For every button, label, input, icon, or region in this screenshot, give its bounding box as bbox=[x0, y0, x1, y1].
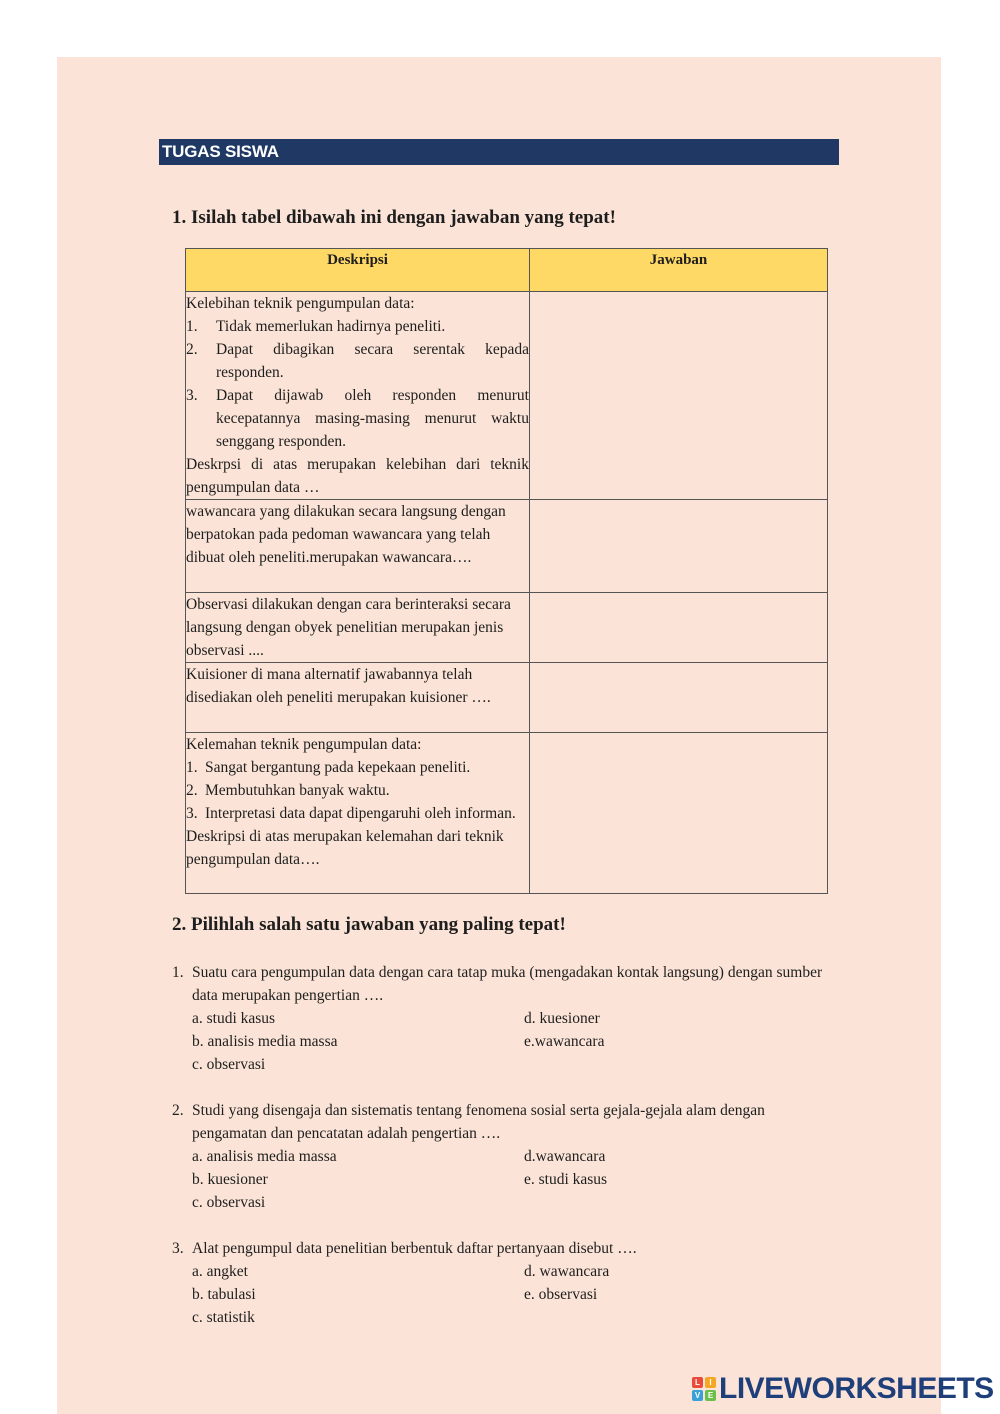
answer-input-cell[interactable] bbox=[530, 500, 828, 593]
description-cell bbox=[186, 292, 530, 500]
answer-table bbox=[185, 248, 828, 894]
section-banner: TUGAS SISWA bbox=[159, 139, 839, 165]
header-jawaban: Jawaban bbox=[530, 249, 828, 292]
option-b[interactable]: b. kuesioner bbox=[192, 1171, 268, 1188]
logo-mark-l: L bbox=[692, 1377, 703, 1388]
answer-input-cell[interactable] bbox=[530, 292, 828, 500]
option-c[interactable]: c. observasi bbox=[192, 1194, 266, 1211]
list-item bbox=[186, 315, 529, 338]
option-a[interactable]: a. studi kasus bbox=[192, 1010, 276, 1027]
table-row bbox=[186, 663, 828, 733]
option-e[interactable]: e. studi kasus bbox=[524, 1171, 608, 1188]
section2-heading: 2. Pilihlah salah satu jawaban yang paling tepat! bbox=[172, 914, 566, 935]
option-e[interactable]: e.wawancara bbox=[524, 1033, 605, 1050]
item-number: 1. bbox=[186, 759, 198, 776]
description-cell bbox=[186, 663, 530, 733]
item-text: Sangat bergantung pada kepekaan peneliti. bbox=[205, 759, 471, 776]
question-2 bbox=[172, 1099, 842, 1214]
section1-heading: 1. Isilah tabel dibawah ini dengan jawaban yang tepat! bbox=[172, 207, 616, 228]
option-a[interactable]: a. angket bbox=[192, 1263, 248, 1280]
option-d[interactable]: d. wawancara bbox=[524, 1263, 610, 1280]
option-d[interactable]: d. kuesioner bbox=[524, 1010, 600, 1027]
question-number: 2. bbox=[172, 1102, 184, 1119]
question-stem: Studi yang disengaja dan sistematis tentang fenomena sosial serta gejala-gejala alam dengan pengamatan dan pencatatan adalah pengertian …. bbox=[192, 1102, 765, 1142]
logo-mark-i: I bbox=[705, 1377, 716, 1388]
option-c[interactable]: c. statistik bbox=[192, 1309, 255, 1326]
list-item bbox=[186, 779, 529, 802]
table-row bbox=[186, 593, 828, 663]
item-text: Dapat dijawab oleh responden menurut kecepatannya masing-masing menurut waktu senggang responden. bbox=[216, 387, 529, 450]
item-number: 1. bbox=[186, 318, 198, 335]
item-text: Interpretasi data dapat dipengaruhi oleh informan. bbox=[205, 805, 516, 822]
item-number: 3. bbox=[186, 387, 198, 404]
item-number: 2. bbox=[186, 341, 198, 358]
logo-mark-icon bbox=[692, 1377, 716, 1401]
liveworksheets-logo bbox=[692, 1374, 994, 1404]
option-c[interactable]: c. observasi bbox=[192, 1056, 266, 1073]
table-row bbox=[186, 500, 828, 593]
list-item bbox=[186, 338, 529, 384]
row1-intro: Kelebihan teknik pengumpulan data: bbox=[186, 295, 415, 312]
question-1 bbox=[172, 961, 842, 1076]
row1-outro: Deskrpsi di atas merupakan kelebihan dari teknik pengumpulan data … bbox=[186, 456, 529, 496]
option-b[interactable]: b. tabulasi bbox=[192, 1286, 256, 1303]
option-b[interactable]: b. analisis media massa bbox=[192, 1033, 338, 1050]
logo-mark-v: V bbox=[692, 1390, 703, 1401]
answer-input-cell[interactable] bbox=[530, 663, 828, 733]
item-text: Dapat dibagikan secara serentak kepada responden. bbox=[216, 341, 529, 381]
question-stem: Alat pengumpul data penelitian berbentuk daftar pertanyaan disebut …. bbox=[192, 1240, 637, 1257]
table-row bbox=[186, 292, 828, 500]
description-cell bbox=[186, 593, 530, 663]
answer-input-cell[interactable] bbox=[530, 733, 828, 894]
option-a[interactable]: a. analisis media massa bbox=[192, 1148, 337, 1165]
option-e[interactable]: e. observasi bbox=[524, 1286, 598, 1303]
row2-text: wawancara yang dilakukan secara langsung dengan berpatokan pada pedoman wawancara yang telah dibuat oleh peneliti.merupakan wawancara…. bbox=[186, 503, 506, 566]
answer-input-cell[interactable] bbox=[530, 593, 828, 663]
logo-wordmark: LIVEWORKSHEETS bbox=[719, 1372, 994, 1405]
question-number: 1. bbox=[172, 964, 184, 981]
question-stem: Suatu cara pengumpulan data dengan cara tatap muka (mengadakan kontak langsung) dengan sumber data merupakan pengertian …. bbox=[192, 964, 823, 1004]
item-number: 3. bbox=[186, 805, 198, 822]
item-number: 2. bbox=[186, 782, 198, 799]
description-cell bbox=[186, 500, 530, 593]
table-row bbox=[186, 733, 828, 894]
question-number: 3. bbox=[172, 1240, 184, 1257]
row4-text: Kuisioner di mana alternatif jawabannya telah disediakan oleh peneliti merupakan kuisioner …. bbox=[186, 666, 491, 706]
list-item bbox=[186, 802, 529, 825]
description-cell bbox=[186, 733, 530, 894]
row5-outro: Deskripsi di atas merupakan kelemahan dari teknik pengumpulan data…. bbox=[186, 828, 504, 868]
option-d[interactable]: d.wawancara bbox=[524, 1148, 606, 1165]
question-3 bbox=[172, 1237, 842, 1329]
list-item bbox=[186, 756, 529, 779]
item-text: Membutuhkan banyak waktu. bbox=[205, 782, 390, 799]
row3-text: Observasi dilakukan dengan cara berinteraksi secara langsung dengan obyek penelitian merupakan jenis observasi .... bbox=[186, 596, 511, 659]
table-header-row bbox=[186, 249, 828, 292]
header-deskripsi: Deskripsi bbox=[186, 249, 530, 292]
item-text: Tidak memerlukan hadirnya peneliti. bbox=[216, 318, 446, 335]
logo-mark-e: E bbox=[705, 1390, 716, 1401]
row5-intro: Kelemahan teknik pengumpulan data: bbox=[186, 736, 422, 753]
list-item bbox=[186, 384, 529, 453]
